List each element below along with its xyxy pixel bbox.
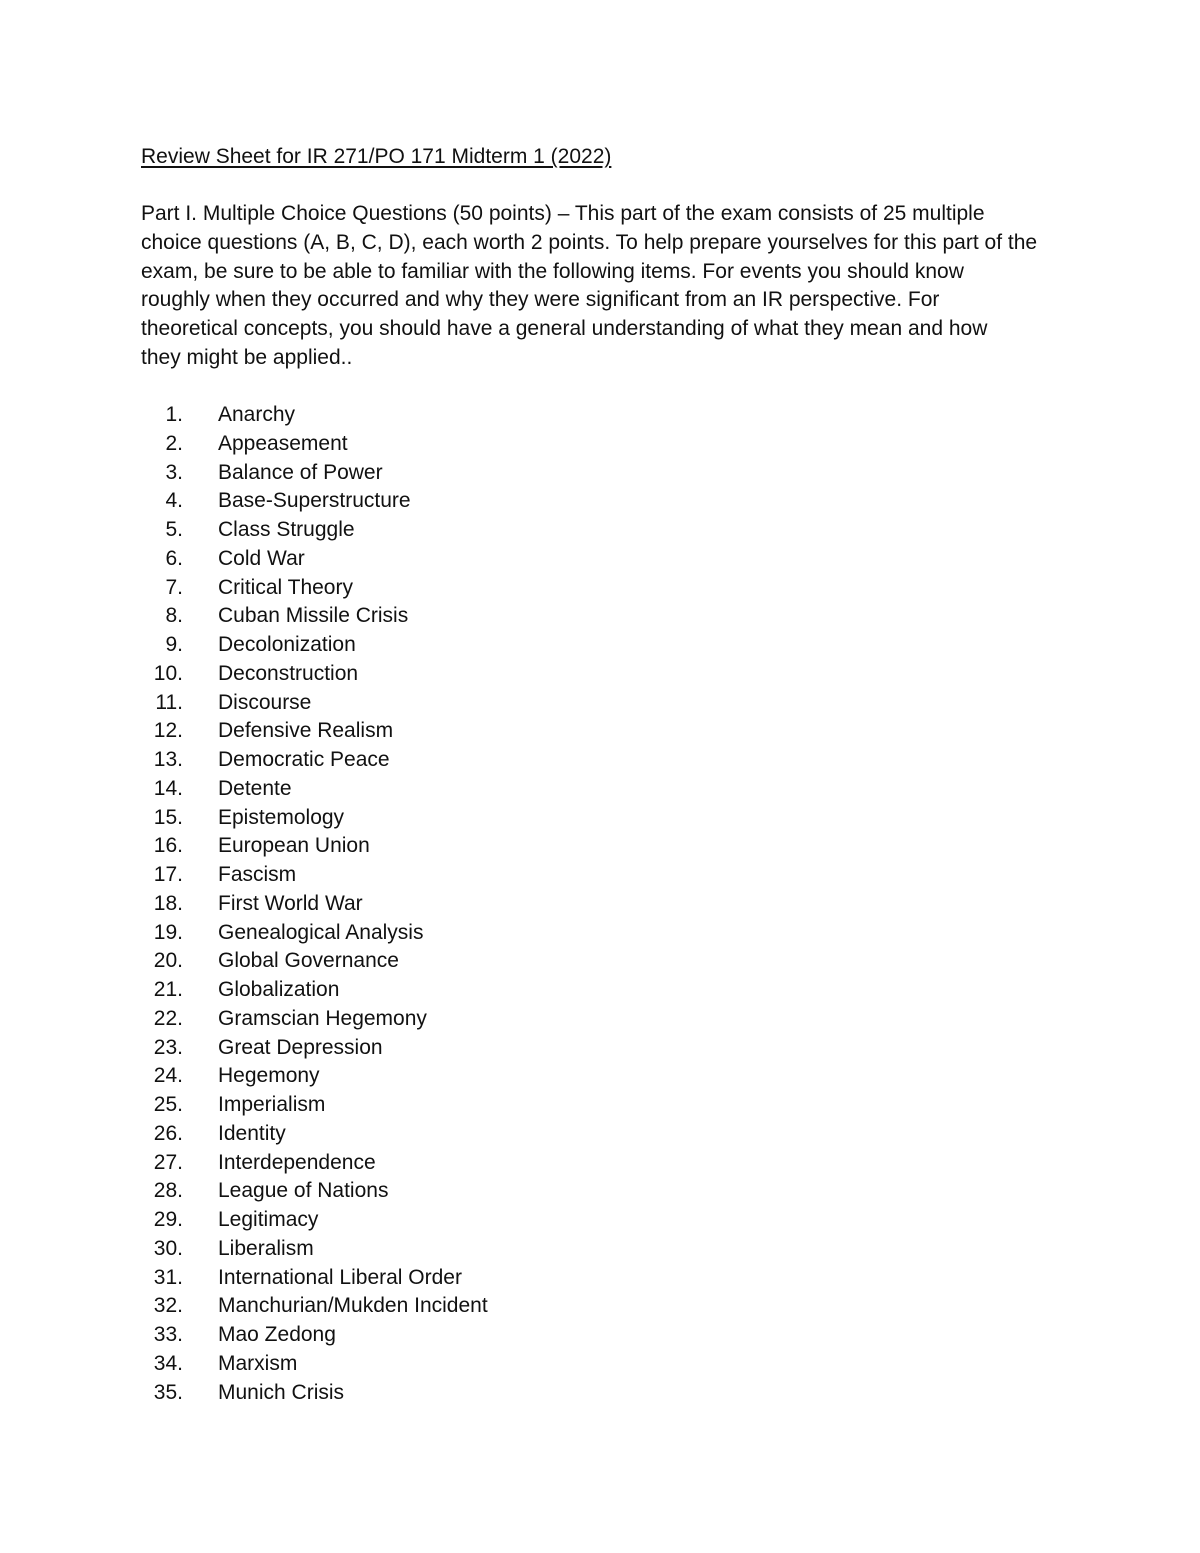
- list-item: [141, 1062, 320, 1091]
- list-item: [141, 1292, 488, 1321]
- list-item: [141, 1149, 376, 1178]
- list-item-term: Decolonization: [218, 633, 356, 656]
- list-item-term: Balance of Power: [218, 460, 383, 484]
- list-item-number: 5.: [165, 518, 183, 541]
- intro-line: theoretical concepts, you should have a general understanding of what they mean and how: [141, 317, 988, 341]
- list-item-term: Hegemony: [218, 1064, 320, 1088]
- list-item-number: 4.: [165, 489, 183, 513]
- list-item-number: 14.: [153, 776, 183, 800]
- list-item-number: 22.: [153, 1006, 183, 1030]
- list-item-number: 29.: [153, 1208, 183, 1231]
- list-item-term: Munich Crisis: [218, 1380, 345, 1404]
- list-item-number: 1.: [165, 403, 183, 426]
- list-item-term: European Union: [218, 834, 370, 858]
- list-item-term: Class Struggle: [218, 518, 355, 541]
- list-item-term: Cold War: [218, 546, 305, 570]
- intro-line: they might be applied..: [141, 345, 353, 369]
- list-item-number: 31.: [153, 1265, 183, 1289]
- list-item-term: Fascism: [218, 863, 297, 886]
- document-title: Review Sheet for IR 271/PO 171 Midterm 1 (2022): [141, 145, 612, 168]
- list-item-number: 11.: [155, 690, 183, 714]
- list-item-number: 34.: [153, 1351, 183, 1375]
- list-item-term: Critical Theory: [218, 575, 353, 599]
- list-item-term: Democratic Peace: [218, 748, 390, 771]
- list-item: [141, 890, 363, 919]
- list-item-number: 30.: [153, 1236, 183, 1260]
- list-item: [141, 1206, 319, 1235]
- list-item-number: 32.: [153, 1294, 183, 1318]
- list-item-number: 2.: [165, 431, 183, 455]
- list-item-number: 23.: [153, 1035, 183, 1059]
- list-item: [141, 631, 356, 660]
- list-item: [141, 775, 292, 804]
- list-item-number: 9.: [165, 633, 183, 656]
- list-item-number: 7.: [165, 575, 183, 599]
- list-item-term: Cuban Missile Crisis: [218, 604, 409, 628]
- list-item: [141, 1091, 326, 1120]
- list-item: [141, 717, 394, 746]
- list-item: [141, 1264, 462, 1293]
- list-item: [141, 947, 399, 976]
- list-item-term: Imperialism: [218, 1093, 326, 1116]
- list-item-term: Discourse: [218, 690, 312, 714]
- list-item: [141, 861, 297, 890]
- list-item: [141, 401, 296, 430]
- list-item-number: 6.: [165, 546, 183, 570]
- list-item-number: 27.: [153, 1150, 183, 1174]
- list-item-number: 26.: [153, 1121, 183, 1145]
- list-item: [141, 689, 312, 718]
- intro-line: exam, be sure to be able to familiar with the following items. For events you should know: [141, 259, 964, 283]
- list-item-term: Interdependence: [218, 1150, 376, 1174]
- term-list: [141, 401, 488, 1407]
- list-item: [141, 1321, 336, 1350]
- list-item-term: Appeasement: [218, 431, 348, 455]
- list-item-term: Marxism: [218, 1351, 298, 1375]
- intro-paragraph: [141, 200, 1071, 373]
- list-item-term: First World War: [218, 891, 363, 915]
- list-item: [141, 660, 359, 689]
- intro-line: choice questions (A, B, C, D), each worth 2 points. To help prepare yourselves for this part of the: [141, 230, 1038, 254]
- list-item: [141, 545, 305, 574]
- list-item: [141, 430, 348, 459]
- list-item-term: Deconstruction: [218, 661, 359, 685]
- list-item: [141, 746, 390, 775]
- list-item-number: 25.: [153, 1093, 183, 1116]
- list-item-term: Epistemology: [218, 805, 345, 829]
- list-item-term: Legitimacy: [218, 1208, 319, 1231]
- list-item: [141, 602, 409, 631]
- list-item-number: 15.: [153, 805, 183, 829]
- list-item-term: Global Governance: [218, 949, 399, 973]
- list-item: [141, 1379, 345, 1408]
- list-item: [141, 1235, 314, 1264]
- list-item-number: 18.: [153, 891, 183, 915]
- list-item-number: 17.: [153, 863, 183, 886]
- list-item-term: League of Nations: [218, 1179, 389, 1203]
- list-item-number: 8.: [165, 604, 183, 628]
- list-item-number: 28.: [153, 1179, 183, 1203]
- list-item-term: International Liberal Order: [218, 1265, 462, 1289]
- list-item-term: Great Depression: [218, 1035, 383, 1059]
- list-item: [141, 1177, 389, 1206]
- list-item-term: Manchurian/Mukden Incident: [218, 1294, 488, 1318]
- list-item: [141, 832, 370, 861]
- list-item: [141, 976, 340, 1005]
- list-item-term: Identity: [218, 1121, 286, 1145]
- intro-line: Part I. Multiple Choice Questions (50 points) – This part of the exam consists of 25 multiple: [141, 202, 985, 225]
- list-item: [141, 1005, 427, 1034]
- list-item: [141, 804, 345, 833]
- list-item-term: Liberalism: [218, 1236, 314, 1260]
- list-item-number: 19.: [153, 920, 183, 944]
- list-item-term: Defensive Realism: [218, 719, 394, 743]
- list-item-term: Gramscian Hegemony: [218, 1006, 427, 1030]
- list-item-number: 16.: [153, 834, 183, 858]
- list-item: [141, 516, 355, 545]
- list-item-number: 20.: [153, 949, 183, 973]
- list-item-term: Anarchy: [218, 403, 296, 426]
- list-item-number: 10.: [153, 661, 183, 685]
- list-item-term: Mao Zedong: [218, 1323, 336, 1346]
- list-item: [141, 919, 424, 948]
- list-item-number: 33.: [153, 1323, 183, 1346]
- list-item-term: Base-Superstructure: [218, 489, 411, 513]
- list-item-number: 21.: [153, 978, 183, 1001]
- list-item: [141, 1034, 383, 1063]
- list-item-term: Detente: [218, 776, 292, 800]
- list-item: [141, 487, 411, 516]
- list-item-number: 13.: [153, 748, 183, 771]
- list-item: [141, 1350, 298, 1379]
- list-item: [141, 1120, 286, 1149]
- list-item-term: Globalization: [218, 978, 340, 1001]
- list-item: [141, 574, 353, 603]
- list-item-number: 12.: [153, 719, 183, 743]
- list-item-term: Genealogical Analysis: [218, 920, 424, 944]
- list-item-number: 3.: [165, 460, 183, 484]
- list-item: [141, 459, 383, 488]
- intro-line: roughly when they occurred and why they were significant from an IR perspective. For: [141, 288, 940, 312]
- list-item-number: 24.: [153, 1064, 183, 1088]
- list-item-number: 35.: [153, 1380, 183, 1404]
